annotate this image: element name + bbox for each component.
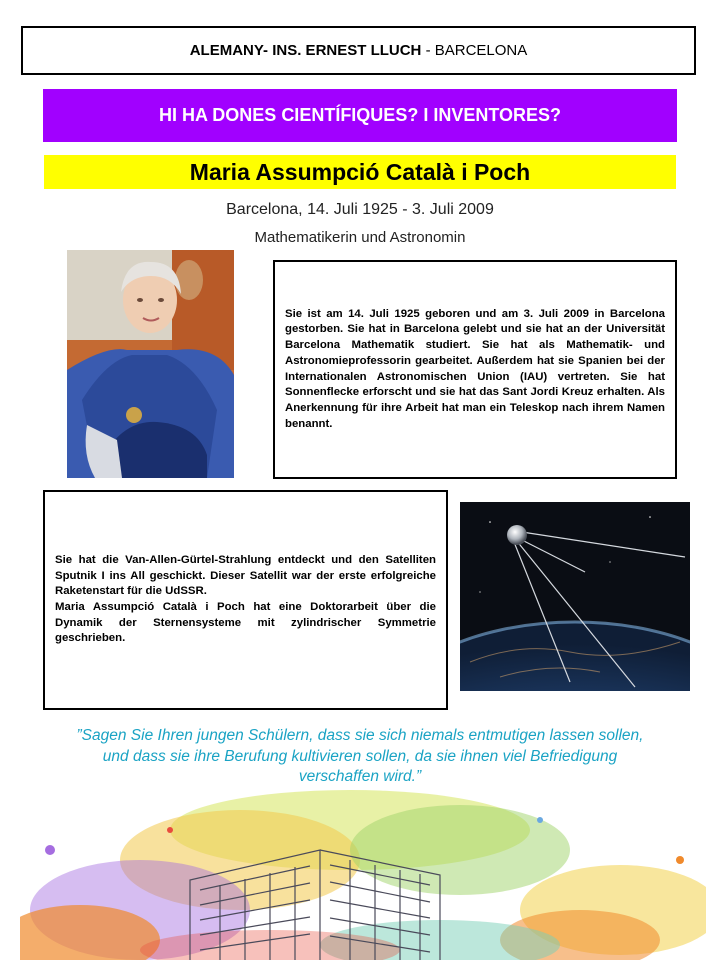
sputnik-image bbox=[460, 502, 690, 691]
biography-box bbox=[273, 260, 677, 479]
bio-profession: Mathematikerin und Astronomin bbox=[254, 229, 466, 246]
school-city: - BARCELONA bbox=[421, 42, 528, 59]
school-name: ALEMANY- INS. ERNEST LLUCH bbox=[189, 42, 422, 59]
portrait-photo bbox=[67, 250, 234, 478]
name-banner: Maria Assumpció Català i Poch bbox=[44, 155, 676, 189]
bio-dates: Barcelona, 14. Juli 1925 - 3. Juli 2009 bbox=[226, 201, 494, 218]
quote-text: ”Sagen Sie Ihren jungen Schülern, dass sie sich niemals entmutigen lassen sollen, und dass sie ihre Berufung kultivieren sollen, da sie ihnen viel Befriedigung verschaffen wird.” bbox=[76, 727, 644, 786]
discoveries-box bbox=[43, 490, 448, 710]
watercolor-building-art bbox=[20, 790, 706, 960]
discoveries-text: Sie hat die Van-Allen-Gürtel-Strahlung entdeckt und den Satelliten Sputnik I ins All geschickt. Dieser Satellit war der erste erfolgreiche Raketenstart für die UdSSR. bbox=[55, 553, 436, 598]
biography-text: Sie ist am 14. Juli 1925 geboren und am 3. Juli 2009 in Barcelona gestorben. Sie hat in Barcelona gelebt und sie hat an der Universität Barcelona Mathematik studiert. Sie hat als Mathematik- und Astronomieprofessorin gearbeitet. Außerdem hat sie Spanien bei der Internationalen Astronomischen Union (IAU) vertreten. Sie hat Sonnenflecke erforscht und sie hat das Sant Jordi Kreuz erhalten. Als Anerkennung für ihre Arbeit hat man ein Teleskop nach ihrem Namen benannt. bbox=[285, 307, 665, 430]
school-header bbox=[21, 26, 696, 75]
thesis-text: Maria Assumpció Català i Poch hat eine Doktorarbeit über die Dynamik der Sternensysteme mit zylindrischer Symmetrie geschrieben. bbox=[55, 601, 436, 645]
question-banner: HI HA DONES CIENTÍFIQUES? I INVENTORES? bbox=[43, 89, 677, 142]
